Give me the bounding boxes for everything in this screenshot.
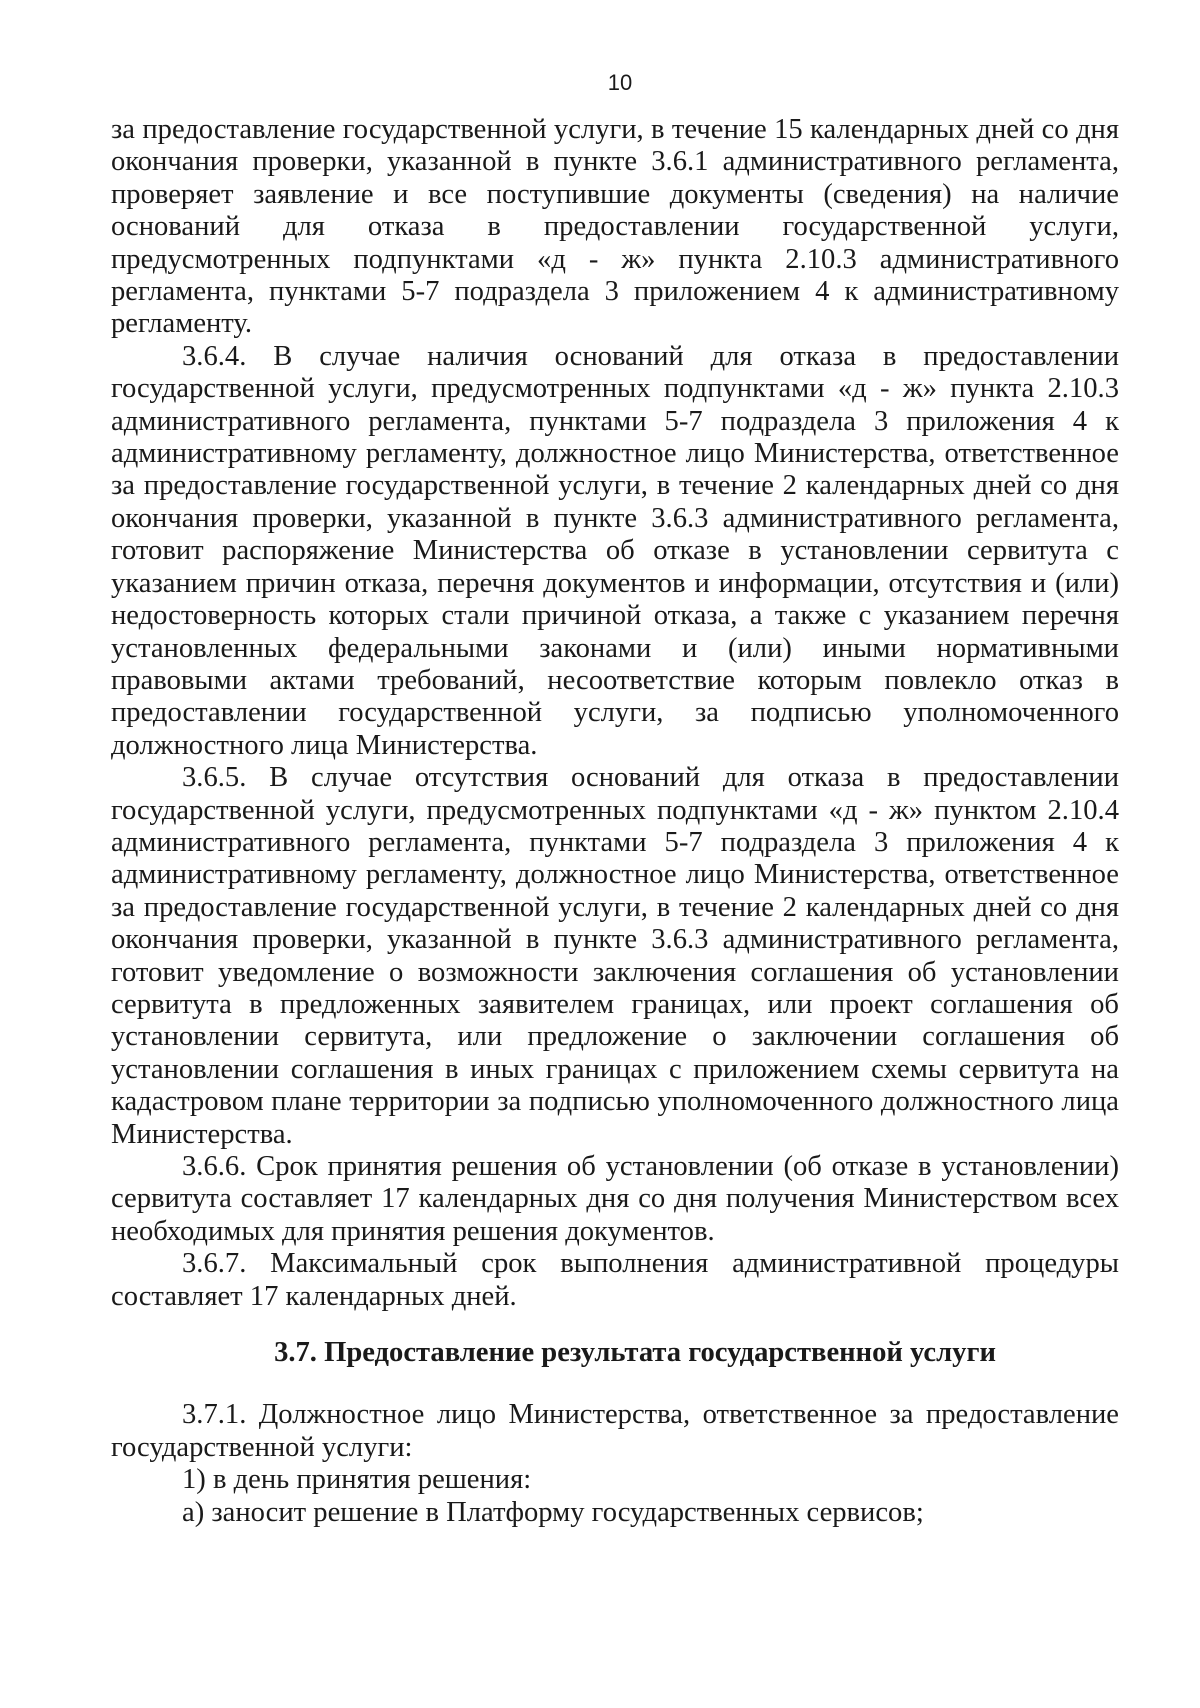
paragraph-3-6-4: 3.6.4. В случае наличия оснований для отказа в предоставлении государственной услуги, предусмотренных подпунктами «д - ж» пункта 2.10.3 административного регламента, пунктами 5-7 подраздела 3 приложения 4 к административному регламенту, должностное лицо Министерства, ответственное за предоставление государственной услуги, в течение 2 календарных дней со дня окончания проверки, указанной в пункте 3.6.3 административного регламента, готовит распоряжение Министерства об отказе в установлении сервитута с указанием причин отказа, перечня документов и информации, отсутствия и (или) недостоверность которых стали причиной отказа, а также с указанием перечня установленных федеральными законами и (или) иными нормативными правовыми актами требований, несоответствие которым повлекло отказ в предоставлении государственной услуги, за подписью уполномоченного должностного лица Министерства. <box>111 340 1119 761</box>
section-heading-text: 3.7. Предоставление результата государственной услуги <box>274 1337 996 1369</box>
paragraph-3-6-7: 3.6.7. Максимальный срок выполнения административной процедуры составляет 17 календарных дней. <box>111 1248 1119 1312</box>
paragraph-continuation: за предоставление государственной услуги, в течение 15 календарных дней со дня окончания проверки, указанной в пункте 3.6.1 административного регламента, проверяет заявление и все поступившие документы (сведения) на наличие оснований для отказа в предоставлении государственной услуги, предусмотренных подпунктами «д - ж» пункта 2.10.3 административного регламента, пунктами 5-7 подраздела 3 приложением 4 к административному регламенту. <box>111 114 1119 340</box>
section-heading-3-7 <box>111 1337 1119 1369</box>
list-item-a: а) заносит решение в Платформу государственных сервисов; <box>182 1496 924 1528</box>
paragraph-3-7-1: 3.7.1. Должностное лицо Министерства, ответственное за предоставление государственной услуги: <box>111 1399 1119 1463</box>
document-body <box>111 114 1119 1529</box>
page-number: 10 <box>607 70 633 95</box>
list-item-1: 1) в день принятия решения: <box>182 1464 532 1496</box>
paragraph-3-6-6: 3.6.6. Срок принятия решения об установлении (об отказе в установлении) сервитута составляет 17 календарных дня со дня получения Министерством всех необходимых для принятия решения документов. <box>111 1151 1119 1247</box>
paragraph-3-6-5: 3.6.5. В случае отсутствия оснований для отказа в предоставлении государственной услуги, предусмотренных подпунктами «д - ж» пунктом 2.10.4 административного регламента, пунктами 5-7 подраздела 3 приложения 4 к административному регламенту, должностное лицо Министерства, ответственное за предоставление государственной услуги, в течение 2 календарных дней со дня окончания проверки, указанной в пункте 3.6.3 административного регламента, готовит уведомление о возможности заключения соглашения об установлении сервитута в предложенных заявителем границах, или проект соглашения об установлении сервитута, или предложение о заключении соглашения об установлении соглашения в иных границах с приложением схемы сервитута на кадастровом плане территории за подписью уполномоченного должностного лица Министерства. <box>111 762 1119 1150</box>
